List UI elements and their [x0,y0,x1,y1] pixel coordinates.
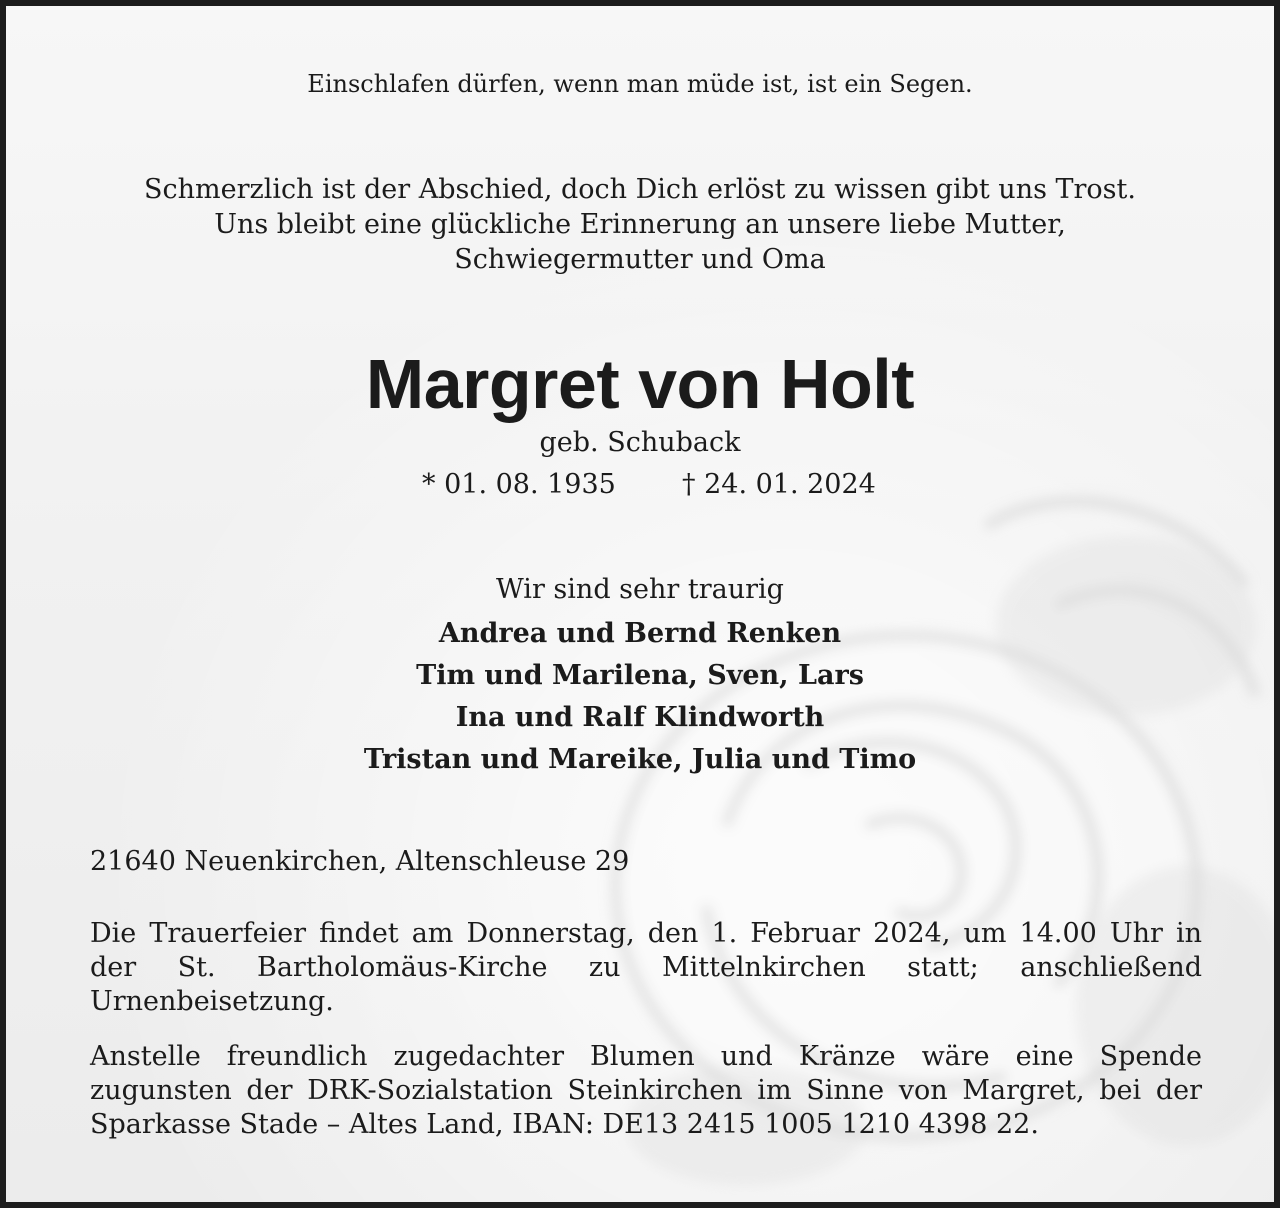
address: 21640 Neuenkirchen, Altenschleuse 29 [90,846,630,877]
mourning-line: Wir sind sehr traurig [496,574,784,605]
date-of-death: † 24. 01. 2024 [682,469,876,500]
birth-name: geb. Schuback [539,427,741,458]
funeral-paragraph: Die Trauerfeier findet am Donnerstag, den 1. Februar 2024, um 14.00 Uhr in der St. Bartholomäus-Kirche zu Mittelnkirchen statt; anschließend Urnenbeisetzung. [90,918,1202,1017]
family-member-line: Andrea und Bernd Renken [438,618,842,649]
deceased-name: Margret von Holt [365,345,915,423]
intro-line: Schwiegermutter und Oma [454,244,826,275]
donation-paragraph: Anstelle freundlich zugedachter Blumen und Kränze wäre eine Spende zugunsten der DRK-Sozialstation Steinkirchen im Sinne von Margret, bei der Sparkasse Stade – Altes Land, IBAN: DE13 2415 1005 1210 4398 22. [90,1041,1202,1140]
family-member-line: Tim und Marilena, Sven, Lars [416,660,864,691]
intro-line: Uns bleibt eine glückliche Erinnerung an unsere liebe Mutter, [214,209,1066,240]
motto: Einschlafen dürfen, wenn man müde ist, ist ein Segen. [307,70,973,98]
family-member-line: Tristan und Mareike, Julia und Timo [363,744,917,775]
intro-line: Schmerzlich ist der Abschied, doch Dich erlöst zu wissen gibt uns Trost. [144,174,1136,205]
family-member-line: Ina und Ralf Klindworth [455,702,825,733]
date-of-birth: * 01. 08. 1935 [422,469,616,500]
